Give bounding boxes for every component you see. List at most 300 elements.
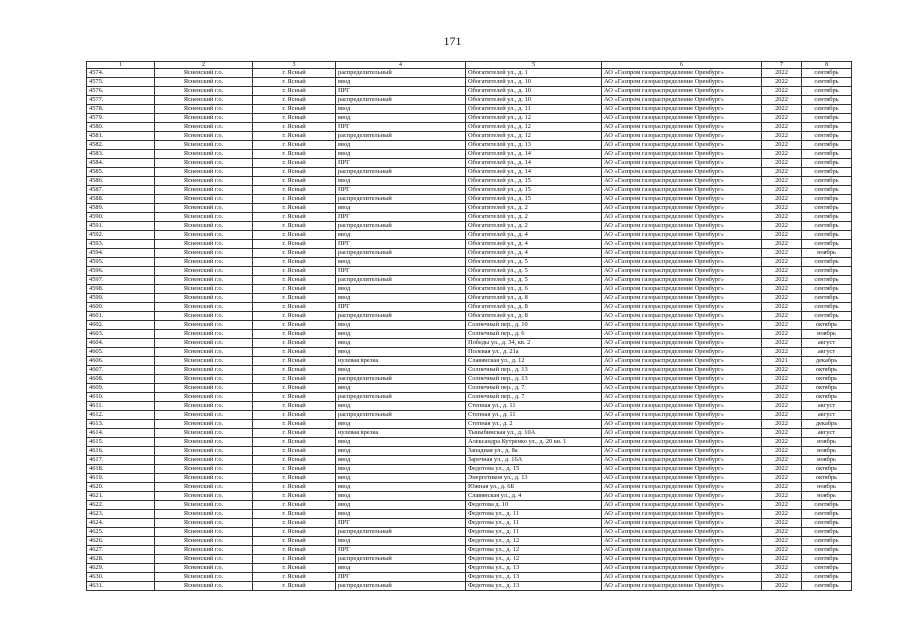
municipality-cell: Ясненский г.о.	[155, 546, 253, 555]
month-cell: сентябрь	[802, 141, 852, 150]
organization-cell: АО «Газпром газораспределение Оренбург»	[602, 159, 762, 168]
month-cell: сентябрь	[802, 168, 852, 177]
organization-cell: АО «Газпром газораспределение Оренбург»	[602, 483, 762, 492]
locality-cell: г. Ясный	[253, 546, 336, 555]
address-cell: Обогатителей ул., д. 6	[466, 285, 602, 294]
address-cell: Обогатителей ул., д. 12	[466, 132, 602, 141]
organization-cell: АО «Газпром газораспределение Оренбург»	[602, 438, 762, 447]
municipality-cell: Ясненский г.о.	[155, 492, 253, 501]
table-row	[87, 204, 852, 213]
row-number-cell: 4611.	[87, 402, 155, 411]
object-type-cell: ввод	[336, 141, 466, 150]
object-type-cell: распределительный	[336, 393, 466, 402]
organization-cell: АО «Газпром газораспределение Оренбург»	[602, 96, 762, 105]
table-row	[87, 456, 852, 465]
municipality-cell: Ясненский г.о.	[155, 78, 253, 87]
locality-cell: г. Ясный	[253, 474, 336, 483]
locality-cell: г. Ясный	[253, 132, 336, 141]
year-cell: 2022	[762, 123, 802, 132]
table-row	[87, 438, 852, 447]
address-cell: Обогатителей ул., д. 4	[466, 249, 602, 258]
row-number-cell: 4629.	[87, 564, 155, 573]
locality-cell: г. Ясный	[253, 582, 336, 591]
month-cell: октябрь	[802, 375, 852, 384]
object-type-cell: распределительный	[336, 132, 466, 141]
year-cell: 2022	[762, 168, 802, 177]
column-header: 6	[602, 62, 762, 69]
address-cell: Солнечный пер., д. 6	[466, 330, 602, 339]
row-number-cell: 4623.	[87, 510, 155, 519]
row-number-cell: 4598.	[87, 285, 155, 294]
row-number-cell: 4627.	[87, 546, 155, 555]
row-number-cell: 4605.	[87, 348, 155, 357]
object-type-cell: распределительный	[336, 555, 466, 564]
table-row	[87, 150, 852, 159]
municipality-cell: Ясненский г.о.	[155, 285, 253, 294]
municipality-cell: Ясненский г.о.	[155, 150, 253, 159]
locality-cell: г. Ясный	[253, 114, 336, 123]
table-row	[87, 258, 852, 267]
municipality-cell: Ясненский г.о.	[155, 96, 253, 105]
year-cell: 2022	[762, 240, 802, 249]
table-row	[87, 483, 852, 492]
object-type-cell: ПРГ	[336, 546, 466, 555]
locality-cell: г. Ясный	[253, 555, 336, 564]
object-type-cell: ввод	[336, 339, 466, 348]
year-cell: 2022	[762, 114, 802, 123]
address-cell: Степная ул., д. 2	[466, 420, 602, 429]
row-number-cell: 4617.	[87, 456, 155, 465]
locality-cell: г. Ясный	[253, 195, 336, 204]
municipality-cell: Ясненский г.о.	[155, 537, 253, 546]
locality-cell: г. Ясный	[253, 69, 336, 78]
municipality-cell: Ясненский г.о.	[155, 393, 253, 402]
year-cell: 2022	[762, 249, 802, 258]
month-cell: сентябрь	[802, 96, 852, 105]
address-cell: Федотова ул., д. 13	[466, 573, 602, 582]
year-cell: 2022	[762, 222, 802, 231]
address-cell: Обогатителей ул., д. 1	[466, 69, 602, 78]
table-row	[87, 573, 852, 582]
table-row	[87, 231, 852, 240]
table-row	[87, 528, 852, 537]
locality-cell: г. Ясный	[253, 429, 336, 438]
month-cell: сентябрь	[802, 69, 852, 78]
locality-cell: г. Ясный	[253, 510, 336, 519]
row-number-cell: 4578.	[87, 105, 155, 114]
organization-cell: АО «Газпром газораспределение Оренбург»	[602, 87, 762, 96]
locality-cell: г. Ясный	[253, 258, 336, 267]
row-number-cell: 4618.	[87, 465, 155, 474]
row-number-cell: 4584.	[87, 159, 155, 168]
address-cell: Федотова ул., д. 13	[466, 564, 602, 573]
organization-cell: АО «Газпром газораспределение Оренбург»	[602, 366, 762, 375]
municipality-cell: Ясненский г.о.	[155, 465, 253, 474]
month-cell: сентябрь	[802, 186, 852, 195]
municipality-cell: Ясненский г.о.	[155, 105, 253, 114]
row-number-cell: 4600.	[87, 303, 155, 312]
object-type-cell: ввод	[336, 330, 466, 339]
table-row	[87, 312, 852, 321]
table-row	[87, 375, 852, 384]
month-cell: сентябрь	[802, 303, 852, 312]
organization-cell: АО «Газпром газораспределение Оренбург»	[602, 303, 762, 312]
row-number-cell: 4630.	[87, 573, 155, 582]
month-cell: сентябрь	[802, 582, 852, 591]
object-type-cell: ПРГ	[336, 186, 466, 195]
object-type-cell: распределительный	[336, 69, 466, 78]
month-cell: сентябрь	[802, 195, 852, 204]
year-cell: 2022	[762, 348, 802, 357]
row-number-cell: 4577.	[87, 96, 155, 105]
organization-cell: АО «Газпром газораспределение Оренбург»	[602, 294, 762, 303]
object-type-cell: ввод	[336, 465, 466, 474]
object-type-cell: ПРГ	[336, 87, 466, 96]
year-cell: 2022	[762, 573, 802, 582]
municipality-cell: Ясненский г.о.	[155, 573, 253, 582]
locality-cell: г. Ясный	[253, 240, 336, 249]
column-header: 2	[155, 62, 253, 69]
address-cell: Заречная ул., д. 16А	[466, 456, 602, 465]
object-type-cell: ввод	[336, 258, 466, 267]
locality-cell: г. Ясный	[253, 249, 336, 258]
month-cell: ноябрь	[802, 330, 852, 339]
year-cell: 2022	[762, 267, 802, 276]
address-cell: Обогатителей ул., д. 14	[466, 168, 602, 177]
month-cell: сентябрь	[802, 537, 852, 546]
municipality-cell: Ясненский г.о.	[155, 204, 253, 213]
row-number-cell: 4624.	[87, 519, 155, 528]
row-number-cell: 4591.	[87, 222, 155, 231]
locality-cell: г. Ясный	[253, 402, 336, 411]
month-cell: ноябрь	[802, 492, 852, 501]
row-number-cell: 4586.	[87, 177, 155, 186]
month-cell: декабрь	[802, 357, 852, 366]
object-type-cell: распределительный	[336, 168, 466, 177]
table-row	[87, 303, 852, 312]
locality-cell: г. Ясный	[253, 519, 336, 528]
address-cell: Александра Кутренко ул., д. 20 кв. 1	[466, 438, 602, 447]
locality-cell: г. Ясный	[253, 123, 336, 132]
object-type-cell: ввод	[336, 447, 466, 456]
address-cell: Обогатителей ул., д. 8	[466, 312, 602, 321]
locality-cell: г. Ясный	[253, 96, 336, 105]
object-type-cell: ввод	[336, 402, 466, 411]
organization-cell: АО «Газпром газораспределение Оренбург»	[602, 411, 762, 420]
address-cell: Обогатителей ул., д. 2	[466, 204, 602, 213]
year-cell: 2022	[762, 519, 802, 528]
municipality-cell: Ясненский г.о.	[155, 564, 253, 573]
organization-cell: АО «Газпром газораспределение Оренбург»	[602, 285, 762, 294]
object-type-cell: ввод	[336, 474, 466, 483]
address-cell: Обогатителей ул., д. 11	[466, 105, 602, 114]
year-cell: 2022	[762, 186, 802, 195]
organization-cell: АО «Газпром газораспределение Оренбург»	[602, 456, 762, 465]
municipality-cell: Ясненский г.о.	[155, 240, 253, 249]
table-row	[87, 366, 852, 375]
organization-cell: АО «Газпром газораспределение Оренбург»	[602, 321, 762, 330]
month-cell: сентябрь	[802, 276, 852, 285]
locality-cell: г. Ясный	[253, 294, 336, 303]
address-cell: Обогатителей ул., д. 14	[466, 150, 602, 159]
municipality-cell: Ясненский г.о.	[155, 339, 253, 348]
month-cell: сентябрь	[802, 294, 852, 303]
address-cell: Обогатителей ул., д. 4	[466, 231, 602, 240]
locality-cell: г. Ясный	[253, 384, 336, 393]
year-cell: 2022	[762, 276, 802, 285]
locality-cell: г. Ясный	[253, 501, 336, 510]
municipality-cell: Ясненский г.о.	[155, 87, 253, 96]
month-cell: октябрь	[802, 474, 852, 483]
table-row	[87, 240, 852, 249]
municipality-cell: Ясненский г.о.	[155, 222, 253, 231]
organization-cell: АО «Газпром газораспределение Оренбург»	[602, 114, 762, 123]
organization-cell: АО «Газпром газораспределение Оренбург»	[602, 501, 762, 510]
table-row	[87, 465, 852, 474]
organization-cell: АО «Газпром газораспределение Оренбург»	[602, 267, 762, 276]
year-cell: 2022	[762, 456, 802, 465]
month-cell: сентябрь	[802, 105, 852, 114]
object-type-cell: распределительный	[336, 528, 466, 537]
table-row	[87, 555, 852, 564]
locality-cell: г. Ясный	[253, 393, 336, 402]
object-type-cell: распределительный	[336, 582, 466, 591]
row-number-cell: 4620.	[87, 483, 155, 492]
organization-cell: АО «Газпром газораспределение Оренбург»	[602, 168, 762, 177]
address-cell: Обогатителей ул., д. 10	[466, 87, 602, 96]
object-type-cell: распределительный	[336, 96, 466, 105]
row-number-cell: 4585.	[87, 168, 155, 177]
table-row	[87, 537, 852, 546]
municipality-cell: Ясненский г.о.	[155, 528, 253, 537]
table-row	[87, 330, 852, 339]
year-cell: 2022	[762, 105, 802, 114]
table-row	[87, 357, 852, 366]
year-cell: 2022	[762, 474, 802, 483]
table-row	[87, 177, 852, 186]
municipality-cell: Ясненский г.о.	[155, 213, 253, 222]
locality-cell: г. Ясный	[253, 186, 336, 195]
row-number-cell: 4580.	[87, 123, 155, 132]
object-type-cell: нулевая врезка	[336, 357, 466, 366]
municipality-cell: Ясненский г.о.	[155, 348, 253, 357]
locality-cell: г. Ясный	[253, 159, 336, 168]
year-cell: 2022	[762, 231, 802, 240]
address-cell: Федотова ул., д. 11	[466, 519, 602, 528]
locality-cell: г. Ясный	[253, 420, 336, 429]
locality-cell: г. Ясный	[253, 528, 336, 537]
year-cell: 2021	[762, 357, 802, 366]
locality-cell: г. Ясный	[253, 168, 336, 177]
table-row	[87, 267, 852, 276]
organization-cell: АО «Газпром газораспределение Оренбург»	[602, 582, 762, 591]
year-cell: 2022	[762, 510, 802, 519]
address-cell: Обогатителей ул., д. 8	[466, 303, 602, 312]
address-cell: Федотова ул., д. 12	[466, 555, 602, 564]
locality-cell: г. Ясный	[253, 339, 336, 348]
municipality-cell: Ясненский г.о.	[155, 321, 253, 330]
municipality-cell: Ясненский г.о.	[155, 312, 253, 321]
locality-cell: г. Ясный	[253, 231, 336, 240]
year-cell: 2022	[762, 303, 802, 312]
table-header-row	[87, 62, 852, 69]
year-cell: 2022	[762, 438, 802, 447]
month-cell: август	[802, 411, 852, 420]
organization-cell: АО «Газпром газораспределение Оренбург»	[602, 123, 762, 132]
table-row	[87, 141, 852, 150]
year-cell: 2022	[762, 285, 802, 294]
table-row	[87, 87, 852, 96]
address-cell: Обогатителей ул., д. 10	[466, 78, 602, 87]
month-cell: декабрь	[802, 420, 852, 429]
month-cell: сентябрь	[802, 267, 852, 276]
row-number-cell: 4589.	[87, 204, 155, 213]
table-row	[87, 249, 852, 258]
object-type-cell: ввод	[336, 204, 466, 213]
row-number-cell: 4587.	[87, 186, 155, 195]
address-cell: Федотова ул., д. 12	[466, 537, 602, 546]
row-number-cell: 4614.	[87, 429, 155, 438]
address-cell: Обогатителей ул., д. 15	[466, 177, 602, 186]
gas-register-table	[86, 61, 852, 591]
locality-cell: г. Ясный	[253, 312, 336, 321]
organization-cell: АО «Газпром газораспределение Оренбург»	[602, 213, 762, 222]
year-cell: 2022	[762, 537, 802, 546]
year-cell: 2022	[762, 204, 802, 213]
organization-cell: АО «Газпром газораспределение Оренбург»	[602, 492, 762, 501]
organization-cell: АО «Газпром газораспределение Оренбург»	[602, 429, 762, 438]
locality-cell: г. Ясный	[253, 204, 336, 213]
month-cell: сентябрь	[802, 312, 852, 321]
organization-cell: АО «Газпром газораспределение Оренбург»	[602, 573, 762, 582]
year-cell: 2022	[762, 420, 802, 429]
month-cell: сентябрь	[802, 555, 852, 564]
month-cell: сентябрь	[802, 564, 852, 573]
row-number-cell: 4579.	[87, 114, 155, 123]
year-cell: 2022	[762, 384, 802, 393]
table-row	[87, 114, 852, 123]
table-row	[87, 510, 852, 519]
year-cell: 2022	[762, 330, 802, 339]
municipality-cell: Ясненский г.о.	[155, 375, 253, 384]
row-number-cell: 4606.	[87, 357, 155, 366]
organization-cell: АО «Газпром газораспределение Оренбург»	[602, 195, 762, 204]
municipality-cell: Ясненский г.о.	[155, 159, 253, 168]
organization-cell: АО «Газпром газораспределение Оренбург»	[602, 177, 762, 186]
locality-cell: г. Ясный	[253, 177, 336, 186]
municipality-cell: Ясненский г.о.	[155, 483, 253, 492]
month-cell: ноябрь	[802, 483, 852, 492]
month-cell: сентябрь	[802, 177, 852, 186]
month-cell: ноябрь	[802, 456, 852, 465]
municipality-cell: Ясненский г.о.	[155, 168, 253, 177]
organization-cell: АО «Газпром газораспределение Оренбург»	[602, 186, 762, 195]
object-type-cell: ввод	[336, 420, 466, 429]
address-cell: Солнечный пер., д. 7	[466, 393, 602, 402]
month-cell: сентябрь	[802, 528, 852, 537]
year-cell: 2022	[762, 339, 802, 348]
address-cell: Обогатителей ул., д. 2	[466, 213, 602, 222]
row-number-cell: 4594.	[87, 249, 155, 258]
year-cell: 2022	[762, 87, 802, 96]
table-row	[87, 105, 852, 114]
year-cell: 2022	[762, 141, 802, 150]
month-cell: октябрь	[802, 384, 852, 393]
locality-cell: г. Ясный	[253, 141, 336, 150]
row-number-cell: 4604.	[87, 339, 155, 348]
address-cell: Полевая ул., д. 21а	[466, 348, 602, 357]
month-cell: сентябрь	[802, 123, 852, 132]
address-cell: Обогатителей ул., д. 5	[466, 267, 602, 276]
object-type-cell: нулевая врезка	[336, 429, 466, 438]
address-cell: Обогатителей ул., д. 13	[466, 141, 602, 150]
address-cell: Солнечный пер., д. 13	[466, 366, 602, 375]
month-cell: октябрь	[802, 393, 852, 402]
object-type-cell: ввод	[336, 438, 466, 447]
table-row	[87, 276, 852, 285]
municipality-cell: Ясненский г.о.	[155, 330, 253, 339]
table-row	[87, 222, 852, 231]
object-type-cell: ввод	[336, 150, 466, 159]
table-row	[87, 519, 852, 528]
row-number-cell: 4610.	[87, 393, 155, 402]
organization-cell: АО «Газпром газораспределение Оренбург»	[602, 528, 762, 537]
locality-cell: г. Ясный	[253, 366, 336, 375]
locality-cell: г. Ясный	[253, 285, 336, 294]
organization-cell: АО «Газпром газораспределение Оренбург»	[602, 339, 762, 348]
object-type-cell: ПРГ	[336, 159, 466, 168]
month-cell: сентябрь	[802, 519, 852, 528]
organization-cell: АО «Газпром газораспределение Оренбург»	[602, 393, 762, 402]
object-type-cell: ввод	[336, 348, 466, 357]
address-cell: Обогатителей ул., д. 5	[466, 258, 602, 267]
month-cell: ноябрь	[802, 438, 852, 447]
address-cell: Тыныбинская ул., д. 10А	[466, 429, 602, 438]
locality-cell: г. Ясный	[253, 321, 336, 330]
address-cell: Обогатителей ул., д. 14	[466, 159, 602, 168]
month-cell: август	[802, 348, 852, 357]
table-row	[87, 195, 852, 204]
month-cell: октябрь	[802, 321, 852, 330]
table-row	[87, 168, 852, 177]
month-cell: сентябрь	[802, 87, 852, 96]
municipality-cell: Ясненский г.о.	[155, 447, 253, 456]
year-cell: 2022	[762, 132, 802, 141]
year-cell: 2022	[762, 402, 802, 411]
locality-cell: г. Ясный	[253, 375, 336, 384]
locality-cell: г. Ясный	[253, 411, 336, 420]
address-cell: Южная ул., д. 6Б	[466, 483, 602, 492]
address-cell: Солнечный пер., д. 7	[466, 384, 602, 393]
address-cell: Обогатителей ул., д. 10	[466, 96, 602, 105]
organization-cell: АО «Газпром газораспределение Оренбург»	[602, 447, 762, 456]
row-number-cell: 4582.	[87, 141, 155, 150]
month-cell: сентябрь	[802, 501, 852, 510]
locality-cell: г. Ясный	[253, 447, 336, 456]
row-number-cell: 4628.	[87, 555, 155, 564]
locality-cell: г. Ясный	[253, 348, 336, 357]
year-cell: 2022	[762, 555, 802, 564]
table-row	[87, 492, 852, 501]
municipality-cell: Ясненский г.о.	[155, 258, 253, 267]
table-row	[87, 393, 852, 402]
row-number-cell: 4596.	[87, 267, 155, 276]
municipality-cell: Ясненский г.о.	[155, 384, 253, 393]
row-number-cell: 4588.	[87, 195, 155, 204]
locality-cell: г. Ясный	[253, 303, 336, 312]
locality-cell: г. Ясный	[253, 492, 336, 501]
address-cell: Энергетиков ул., д. 13	[466, 474, 602, 483]
